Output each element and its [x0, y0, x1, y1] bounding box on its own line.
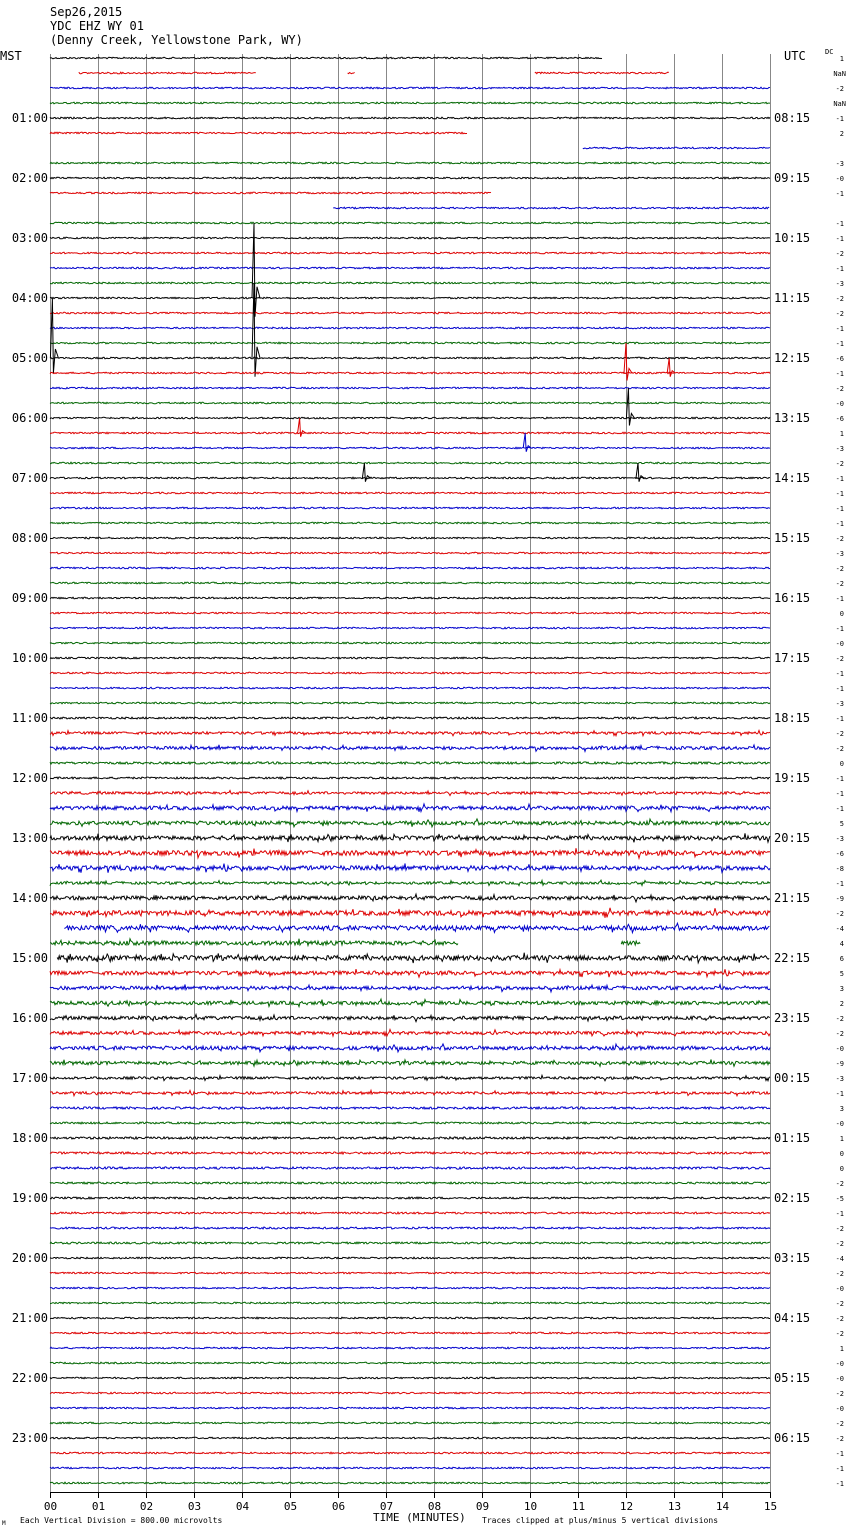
dc-offset-label: -2 [835, 535, 844, 543]
trace-row [50, 357, 770, 359]
dc-offset-label: -2 [835, 295, 844, 303]
dc-offset-label: -1 [835, 1090, 844, 1098]
x-tick-label: 03 [187, 1500, 202, 1513]
event-spike [624, 343, 632, 381]
trace-row [50, 1090, 770, 1095]
right-hour-label: 03:15 [774, 1251, 811, 1265]
trace-row [50, 819, 770, 827]
trace-row [50, 1437, 770, 1439]
trace-row [50, 1107, 770, 1109]
trace-row [50, 730, 770, 735]
trace-row [50, 745, 770, 752]
dc-offset-label: -1 [835, 190, 844, 198]
dc-offset-label: 5 [839, 970, 844, 978]
dc-offset-label: -1 [835, 505, 844, 513]
trace-row [50, 237, 770, 239]
trace-row [50, 597, 770, 599]
trace-row [333, 207, 769, 209]
right-timezone-label: UTC [784, 49, 806, 63]
right-hour-label: 22:15 [774, 951, 811, 965]
x-tick-label: 07 [379, 1500, 394, 1513]
trace-row [50, 702, 770, 704]
dc-offset-label: -2 [835, 1240, 844, 1248]
dc-offset-label: -5 [835, 1195, 844, 1203]
dc-offset-label: -2 [835, 250, 844, 258]
right-hour-label: 00:15 [774, 1071, 811, 1085]
dc-offset-label: -1 [835, 265, 844, 273]
right-hour-label: 11:15 [774, 291, 811, 305]
dc-offset-label: -1 [835, 1465, 844, 1473]
trace-row [50, 1060, 770, 1067]
trace-row [50, 1152, 770, 1154]
trace-row [50, 657, 770, 659]
x-tick-label: 08 [427, 1500, 442, 1513]
trace-row [50, 1302, 770, 1304]
dc-offset-label: -1 [835, 1480, 844, 1488]
left-hour-label: 12:00 [11, 771, 48, 785]
left-hour-label: 15:00 [11, 951, 48, 965]
x-axis-title: TIME (MINUTES) [373, 1511, 466, 1524]
trace-row [50, 1242, 770, 1244]
left-hour-label: 20:00 [11, 1251, 48, 1265]
dc-offset-label: -1 [835, 595, 844, 603]
trace-row [50, 522, 770, 524]
dc-offset-label: -1 [835, 775, 844, 783]
trace-row [50, 1075, 770, 1080]
trace-row [50, 252, 770, 254]
x-tick-label: 13 [667, 1500, 682, 1513]
trace-row [50, 1467, 770, 1469]
trace-row [50, 985, 770, 992]
left-hour-label: 13:00 [11, 831, 48, 845]
trace-row [50, 894, 770, 902]
left-hour-label: 14:00 [11, 891, 48, 905]
dc-offset-label: -0 [835, 1360, 844, 1368]
x-tick-label: 12 [619, 1500, 634, 1513]
x-tick-label: 06 [331, 1500, 346, 1513]
trace-row [50, 833, 770, 842]
trace-row [50, 804, 770, 812]
left-hour-label: 07:00 [11, 471, 48, 485]
trace-row [50, 627, 770, 629]
dc-offset-label: -2 [835, 1225, 844, 1233]
trace-row [348, 72, 355, 73]
trace-row [50, 267, 770, 269]
trace-row [50, 1272, 770, 1274]
right-hour-label: 20:15 [774, 831, 811, 845]
trace-row [50, 327, 770, 329]
trace-row [50, 1392, 770, 1394]
header-station: YDC EHZ WY 01 [50, 19, 144, 33]
trace-row [50, 537, 770, 539]
dc-offset-label: -1 [835, 340, 844, 348]
left-hour-label: 21:00 [11, 1311, 48, 1325]
left-hour-label: 09:00 [11, 591, 48, 605]
dc-offset-label: 1 [839, 430, 844, 438]
left-hour-label: 11:00 [11, 711, 48, 725]
right-hour-label: 04:15 [774, 1311, 811, 1325]
trace-row [50, 1362, 770, 1364]
dc-offset-label: -0 [835, 175, 844, 183]
left-hour-label: 01:00 [11, 111, 48, 125]
trace-row [50, 1407, 770, 1409]
right-hour-label: 12:15 [774, 351, 811, 365]
dc-offset-label: -0 [835, 400, 844, 408]
dc-offset-label: -3 [835, 445, 844, 453]
trace-row [50, 999, 770, 1007]
corner-mark: M [2, 1520, 6, 1527]
dc-offset-label: -4 [835, 1255, 844, 1263]
dc-offset-label: -1 [835, 370, 844, 378]
dc-offset-label: -2 [835, 1270, 844, 1278]
dc-offset-label: -1 [835, 715, 844, 723]
dc-offset-label: -0 [835, 1375, 844, 1383]
trace-row [50, 687, 770, 689]
trace-row [50, 1452, 770, 1454]
dc-offset-label: -0 [835, 1405, 844, 1413]
trace-row [50, 1197, 770, 1199]
right-hour-label: 05:15 [774, 1371, 811, 1385]
event-spike [626, 388, 634, 426]
left-hour-label: 02:00 [11, 171, 48, 185]
header-location: (Denny Creek, Yellowstone Park, WY) [50, 33, 303, 47]
dc-offset-label: -3 [835, 160, 844, 168]
dc-offset-label: -1 [835, 475, 844, 483]
dc-offset-label: -2 [835, 1420, 844, 1428]
left-hour-label: 06:00 [11, 411, 48, 425]
dc-offset-label: NaN [833, 100, 846, 108]
left-hour-label: 03:00 [11, 231, 48, 245]
trace-row [50, 1212, 770, 1214]
trace-row [50, 1287, 770, 1289]
dc-offset-label: -2 [835, 1030, 844, 1038]
dc-offset-label: -2 [835, 1390, 844, 1398]
dc-offset-label: -2 [835, 1330, 844, 1338]
dc-offset-label: -1 [835, 115, 844, 123]
dc-offset-label: -1 [835, 670, 844, 678]
right-hour-label: 16:15 [774, 591, 811, 605]
trace-row [50, 1347, 770, 1349]
trace-row [583, 147, 770, 149]
dc-offset-label: -6 [835, 355, 844, 363]
trace-row [50, 1332, 770, 1334]
event-spike [362, 463, 370, 482]
trace-row [50, 1015, 770, 1022]
right-hour-label: 09:15 [774, 171, 811, 185]
trace-row [50, 567, 770, 569]
dc-offset-label: 0 [839, 610, 844, 618]
dc-offset-label: -2 [835, 460, 844, 468]
dc-offset-label: -6 [835, 415, 844, 423]
trace-row [50, 1167, 770, 1169]
right-hour-label: 01:15 [774, 1131, 811, 1145]
trace-row [64, 923, 769, 932]
trace-row [50, 432, 770, 434]
trace-row [50, 507, 770, 509]
trace-row [79, 72, 256, 74]
dc-offset-label: -0 [835, 1285, 844, 1293]
left-hour-label: 16:00 [11, 1011, 48, 1025]
trace-row [50, 848, 770, 858]
trace-row [50, 1422, 770, 1424]
scale-note: Each Vertical Division = 800.00 microvolts [20, 1516, 223, 1525]
x-tick-label: 02 [139, 1500, 154, 1513]
trace-row [50, 297, 770, 299]
dc-offset-label: -2 [835, 1315, 844, 1323]
trace-row [50, 1182, 770, 1184]
dc-offset-label: -1 [835, 520, 844, 528]
dc-offset-label: -8 [835, 865, 844, 873]
right-hour-label: 17:15 [774, 651, 811, 665]
trace-row [50, 612, 770, 614]
trace-row [50, 908, 770, 918]
dc-offset-label: -2 [835, 1180, 844, 1188]
dc-offset-label: 0 [839, 1165, 844, 1173]
right-hour-label: 06:15 [774, 1431, 811, 1445]
dc-offset-label: -2 [835, 85, 844, 93]
dc-offset-label: -2 [835, 580, 844, 588]
dc-offset-label: -0 [835, 1045, 844, 1053]
axis-labels [12, 55, 846, 1513]
dc-offset-label: -9 [835, 895, 844, 903]
event-spike [636, 463, 644, 482]
dc-offset-label: -1 [835, 625, 844, 633]
trace-row [50, 162, 770, 164]
trace-row [50, 939, 458, 946]
trace-row [50, 777, 770, 779]
trace-row [50, 762, 770, 764]
dc-offset-label: -4 [835, 925, 844, 933]
dc-offset-label: -1 [835, 805, 844, 813]
dc-offset-label: -2 [835, 730, 844, 738]
dc-offset-label: 1 [839, 1345, 844, 1353]
event-spike [50, 298, 58, 373]
x-tick-label: 11 [571, 1500, 586, 1513]
trace-row [50, 1227, 770, 1229]
dc-offset-label: -1 [835, 1450, 844, 1458]
trace-row [50, 117, 770, 119]
trace-row [50, 1377, 770, 1379]
right-hour-label: 23:15 [774, 1011, 811, 1025]
dc-offset-label: -0 [835, 1120, 844, 1128]
x-tick-label: 10 [523, 1500, 538, 1513]
dc-offset-label: -2 [835, 1435, 844, 1443]
trace-row [50, 192, 491, 194]
dc-offset-label: -3 [835, 550, 844, 558]
left-hour-label: 10:00 [11, 651, 48, 665]
x-tick-label: 00 [43, 1500, 58, 1513]
trace-row [50, 582, 770, 584]
trace-row [50, 880, 770, 886]
dc-offset-label: -1 [835, 490, 844, 498]
dc-offset-label: -2 [835, 1015, 844, 1023]
trace-row [50, 969, 770, 977]
trace-row [50, 492, 770, 494]
header-date: Sep26,2015 [50, 5, 123, 19]
dc-offset-label: -9 [835, 1060, 844, 1068]
trace-row [535, 72, 669, 74]
dc-offset-label: -3 [835, 700, 844, 708]
dc-offset-label: -2 [835, 1300, 844, 1308]
right-hour-label: 19:15 [774, 771, 811, 785]
clip-note: Traces clipped at plus/minus 5 vertical divisions [482, 1516, 719, 1525]
trace-row [50, 102, 770, 104]
left-timezone-label: MST [0, 49, 22, 63]
trace-row [50, 864, 770, 873]
right-hour-label: 21:15 [774, 891, 811, 905]
dc-offset-label: -1 [835, 220, 844, 228]
trace-row [50, 282, 770, 284]
dc-offset-label: NaN [833, 70, 846, 78]
trace-row [50, 477, 770, 479]
trace-row [621, 941, 640, 945]
dc-offset-label: 2 [839, 130, 844, 138]
seismic-traces [50, 57, 770, 1484]
x-tick-label: 15 [763, 1500, 778, 1513]
right-hour-label: 13:15 [774, 411, 811, 425]
left-hour-label: 19:00 [11, 1191, 48, 1205]
dc-offset-label: 1 [839, 55, 844, 63]
trace-row [50, 552, 770, 554]
trace-row [50, 791, 770, 796]
trace-row [50, 1044, 770, 1052]
right-hour-label: 14:15 [774, 471, 811, 485]
dc-offset-label: -1 [835, 790, 844, 798]
trace-row [50, 57, 602, 59]
x-tick-label: 05 [283, 1500, 298, 1513]
dc-offset-label: -2 [835, 385, 844, 393]
x-tick-label: 14 [715, 1500, 730, 1513]
dc-offset-label: 5 [839, 820, 844, 828]
x-tick-label: 01 [91, 1500, 106, 1513]
dc-offset-label: -1 [835, 1210, 844, 1218]
trace-row [50, 222, 770, 224]
trace-row [50, 462, 770, 464]
trace-row [50, 717, 770, 719]
dc-offset-label: -6 [835, 850, 844, 858]
trace-row [50, 87, 770, 89]
x-tick-label: 04 [235, 1500, 250, 1513]
left-hour-label: 08:00 [11, 531, 48, 545]
trace-row [50, 447, 770, 449]
trace-row [50, 372, 770, 374]
dc-offset-label: 1 [839, 1135, 844, 1143]
trace-row [50, 387, 770, 389]
left-hour-label: 22:00 [11, 1371, 48, 1385]
trace-row [50, 417, 770, 419]
left-hour-label: 04:00 [11, 291, 48, 305]
dc-offset-label: -1 [835, 235, 844, 243]
trace-row [50, 1030, 770, 1037]
trace-row [50, 672, 770, 674]
dc-offset-label: 3 [839, 985, 844, 993]
dc-offset-label: -2 [835, 565, 844, 573]
left-hour-label: 17:00 [11, 1071, 48, 1085]
x-tick-label: 09 [475, 1500, 490, 1513]
dc-offset-label: 2 [839, 1000, 844, 1008]
right-hour-label: 02:15 [774, 1191, 811, 1205]
dc-offset-label: -1 [835, 685, 844, 693]
dc-offset-label: -3 [835, 835, 844, 843]
trace-row [50, 312, 770, 314]
trace-row [57, 953, 769, 963]
trace-row [50, 1257, 770, 1259]
left-hour-label: 05:00 [11, 351, 48, 365]
trace-row [50, 342, 770, 344]
right-hour-label: 15:15 [774, 531, 811, 545]
minute-gridlines [50, 54, 771, 1498]
dc-label: DC [825, 48, 834, 56]
trace-row [50, 1317, 770, 1319]
trace-row [50, 642, 770, 644]
trace-row [50, 1122, 770, 1124]
right-hour-label: 10:15 [774, 231, 811, 245]
dc-offset-label: 3 [839, 1105, 844, 1113]
dc-offset-label: -3 [835, 1075, 844, 1083]
trace-row [50, 1137, 770, 1139]
dc-offset-label: -2 [835, 310, 844, 318]
dc-offset-label: -0 [835, 640, 844, 648]
dc-offset-label: 4 [839, 940, 844, 948]
right-hour-label: 08:15 [774, 111, 811, 125]
trace-row [50, 177, 770, 179]
dc-offset-label: -3 [835, 280, 844, 288]
dc-offset-label: 0 [839, 1150, 844, 1158]
dc-offset-label: 6 [839, 955, 844, 963]
dc-offset-label: -2 [835, 655, 844, 663]
dc-offset-label: 0 [839, 760, 844, 768]
dc-offset-label: -2 [835, 745, 844, 753]
dc-offset-label: -1 [835, 325, 844, 333]
left-hour-label: 23:00 [11, 1431, 48, 1445]
right-hour-label: 18:15 [774, 711, 811, 725]
trace-row [50, 1482, 770, 1484]
left-hour-label: 18:00 [11, 1131, 48, 1145]
dc-offset-label: -1 [835, 880, 844, 888]
dc-offset-label: -2 [835, 910, 844, 918]
trace-row [50, 132, 467, 134]
trace-row [50, 402, 770, 404]
